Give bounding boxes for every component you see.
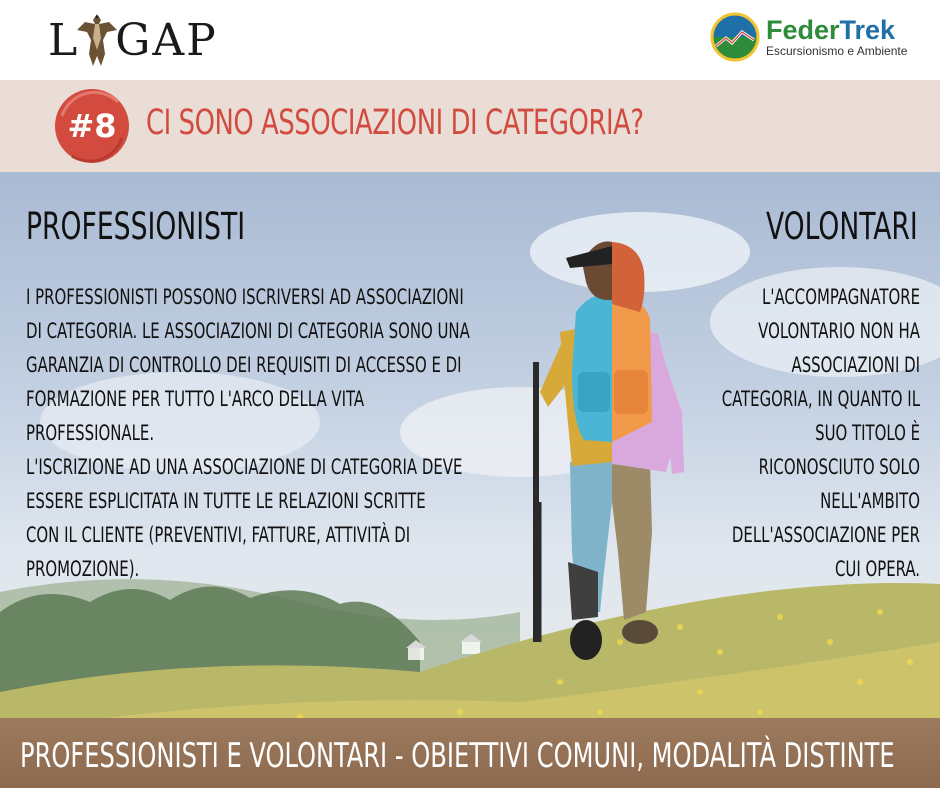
professionisti-heading: PROFESSIONISTI — [26, 205, 246, 248]
lagap-logo-text-rest: GAP — [115, 14, 218, 66]
volontari-line: SUO TITOLO È — [815, 421, 920, 445]
hawk-icon — [75, 10, 119, 70]
volontari-line: VOLONTARIO NON HA — [758, 319, 920, 343]
page-title: CI SONO ASSOCIAZIONI DI CATEGORIA? — [146, 103, 644, 143]
footer-tagline: PROFESSIONISTI E VOLONTARI - OBIETTIVI COMUNI, MODALITÀ DISTINTE — [20, 736, 895, 776]
professionisti-line: L'ISCRIZIONE AD UNA ASSOCIAZIONE DI CATEGORIA DEVE — [26, 455, 463, 479]
federtrek-tagline: Escursionismo e Ambiente — [766, 44, 908, 58]
professionisti-line: DI CATEGORIA. LE ASSOCIAZIONI DI CATEGORIA SONO UNA — [26, 319, 470, 343]
volontari-line: CUI OPERA. — [834, 557, 920, 581]
volontari-line: ASSOCIAZIONI DI — [791, 353, 920, 377]
volontari-line: L'ACCOMPAGNATORE — [762, 285, 920, 309]
header — [0, 0, 940, 80]
federtrek-logo — [710, 12, 907, 62]
professionisti-line: CON IL CLIENTE (PREVENTIVI, FATTURE, ATTIVITÀ DI — [26, 523, 411, 547]
professionisti-line: I PROFESSIONISTI POSSONO ISCRIVERSI AD ASSOCIAZIONI — [26, 285, 464, 309]
volontari-line: DELL'ASSOCIAZIONE PER — [731, 523, 920, 547]
professionisti-line: PROFESSIONALE. — [26, 421, 155, 445]
lagap-logo-text: L — [48, 14, 80, 66]
volontari-line: RICONOSCIUTO SOLO — [758, 455, 920, 479]
lagap-logo — [48, 8, 218, 72]
volontari-heading: VOLONTARI — [766, 205, 918, 248]
federtrek-name: FederTrek — [766, 15, 896, 45]
badge-number: #8 — [67, 107, 117, 145]
globe-icon — [710, 12, 760, 62]
professionisti-line: GARANZIA DI CONTROLLO DEI REQUISITI DI ACCESSO E DI — [26, 353, 462, 377]
professionisti-line: PROMOZIONE). — [26, 557, 140, 581]
volontari-line: CATEGORIA, IN QUANTO IL — [721, 387, 920, 411]
volontari-text — [699, 280, 920, 586]
volontari-line: NELL'AMBITO — [820, 489, 920, 513]
professionisti-line: ESSERE ESPLICITATA IN TUTTE LE RELAZIONI SCRITTE — [26, 489, 426, 513]
professionisti-line: FORMAZIONE PER TUTTO L'ARCO DELLA VITA — [26, 387, 365, 411]
professionisti-text — [26, 280, 516, 586]
